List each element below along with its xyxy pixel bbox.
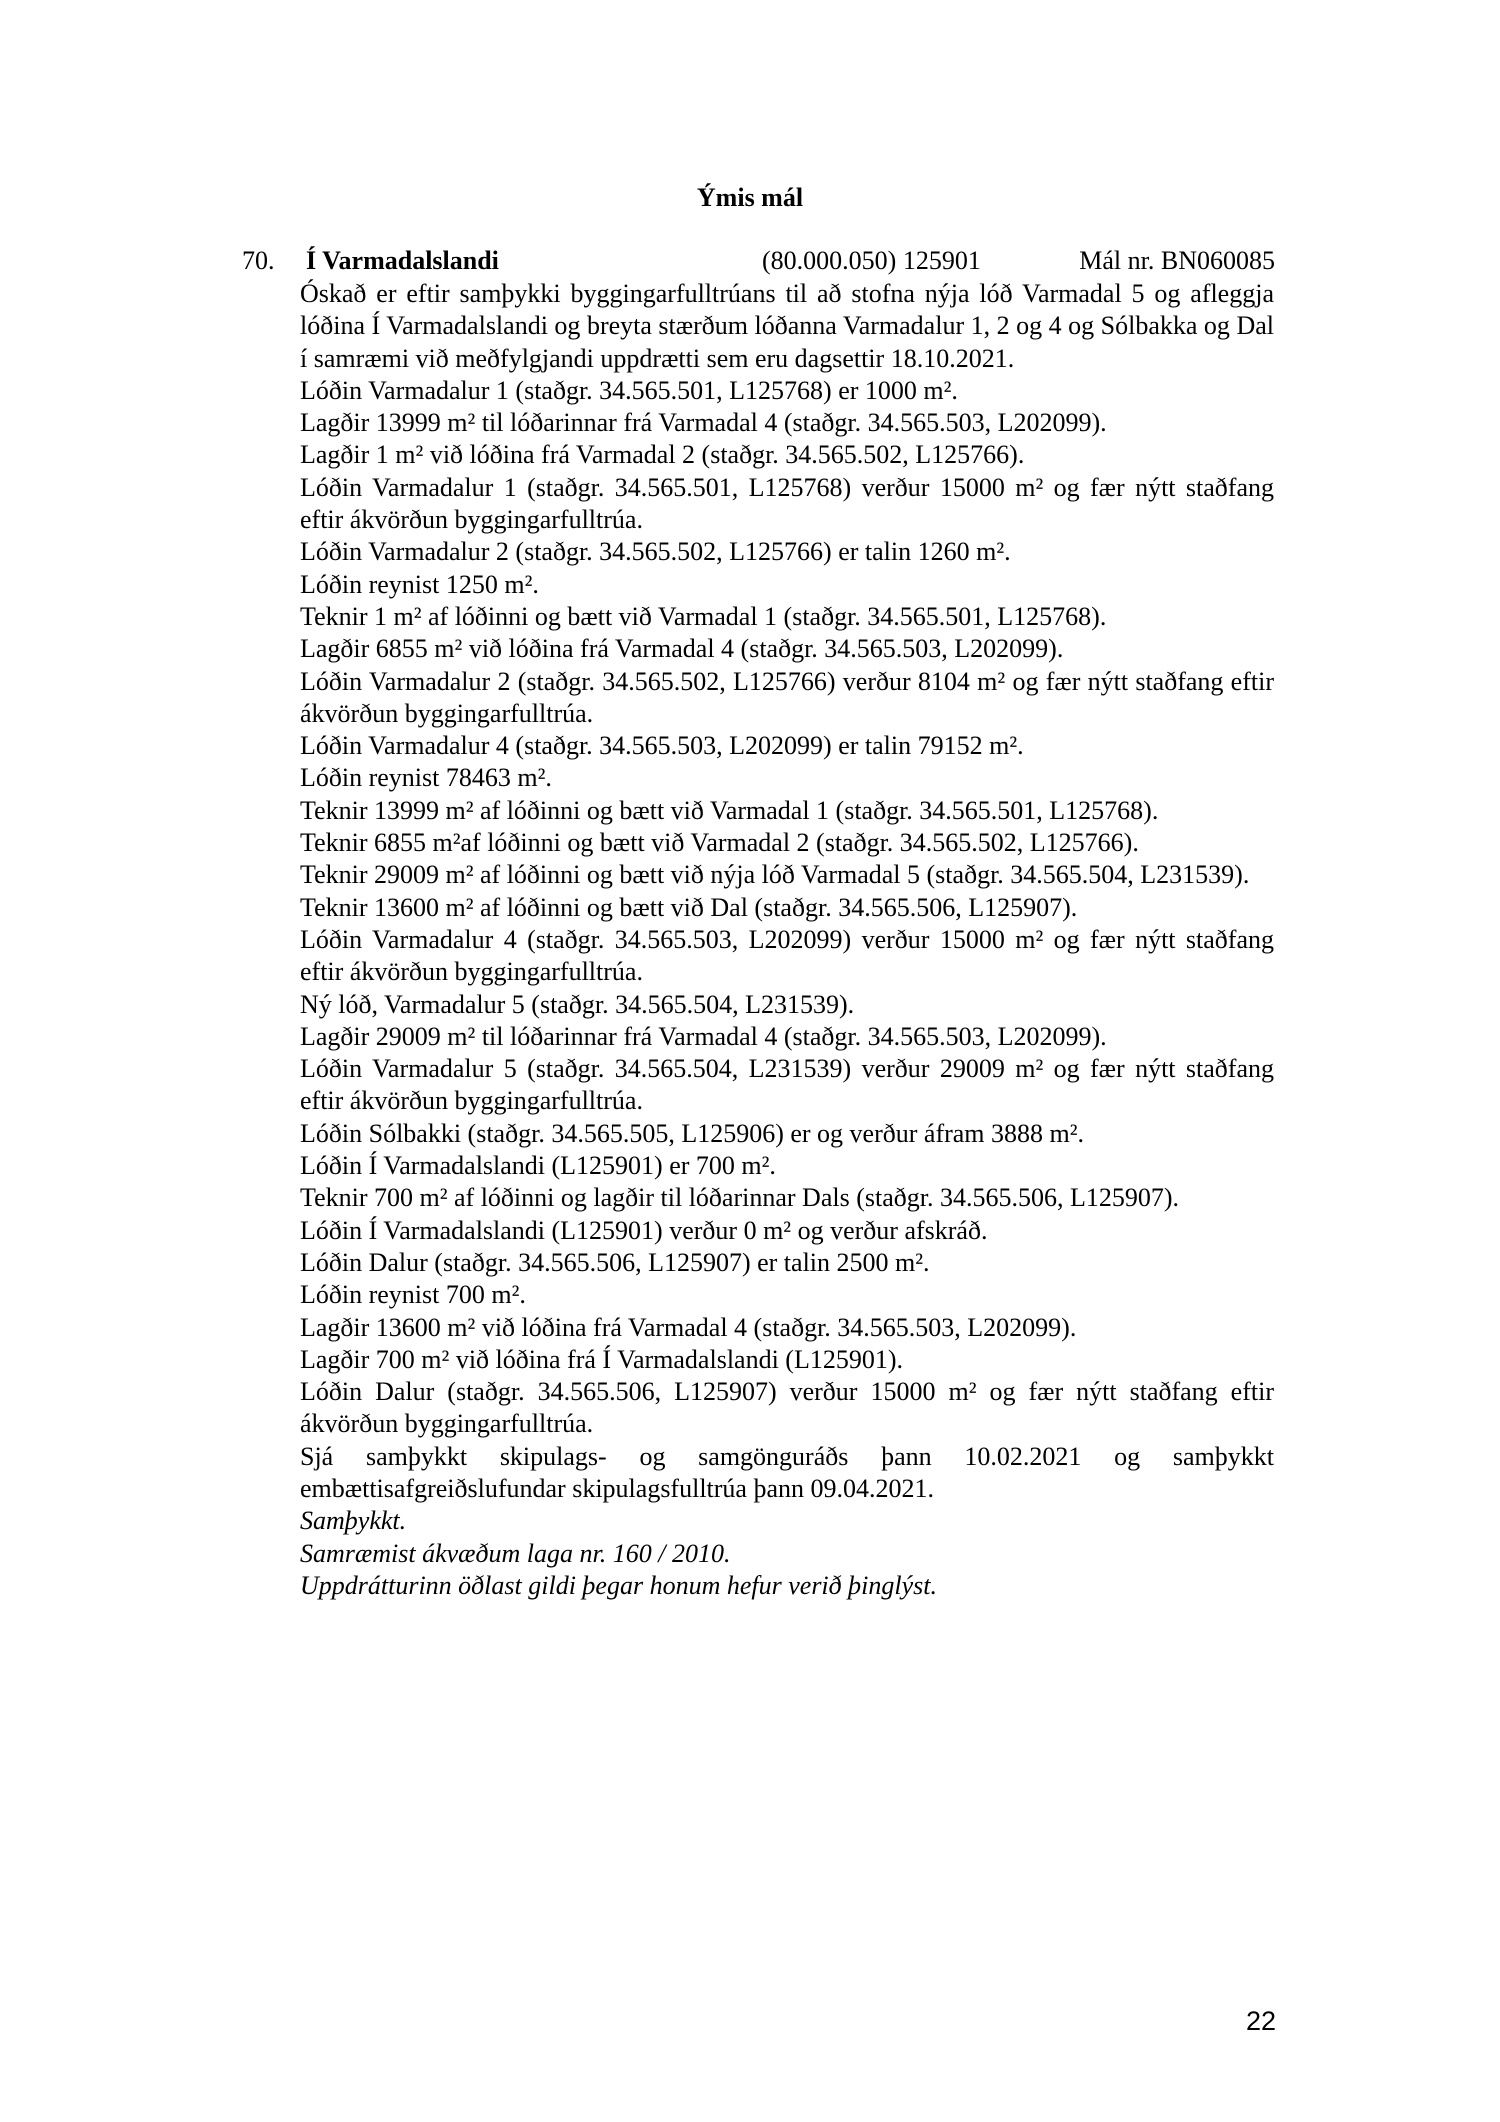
case-number: 70. xyxy=(242,246,275,275)
decision-approved: Samþykkt. xyxy=(300,1506,407,1536)
paragraph: Teknir 13999 m² af lóðinni og bætt við Varmadal 1 (staðgr. 34.565.501, L125768). xyxy=(300,795,1159,825)
paragraph: Lóðin Í Varmadalslandi (L125901) er 700 m². xyxy=(300,1151,776,1181)
paragraph: Teknir 29009 m² af lóðinni og bætt við nýja lóð Varmadal 5 (staðgr. 34.565.504, L231539). xyxy=(300,860,1250,890)
case-body xyxy=(300,278,1274,1602)
case-property-ids: (80.000.050) 125901 xyxy=(762,246,981,275)
paragraph: Lagðir 6855 m² við lóðina frá Varmadal 4 (staðgr. 34.565.503, L202099). xyxy=(300,634,1064,664)
paragraph: Lóðin Varmadalur 2 (staðgr. 34.565.502, L125766) verður 8104 m² og fær nýtt staðfang eftir ákvörðun byggingarfulltrúa. xyxy=(300,666,1274,728)
paragraph: Lóðin Í Varmadalslandi (L125901) verður 0 m² og verður afskráð. xyxy=(300,1215,988,1245)
page-number: 22 xyxy=(1245,2006,1276,2036)
paragraph: Lagðir 700 m² við lóðina frá Í Varmadalslandi (L125901). xyxy=(300,1344,904,1374)
paragraph: Lóðin Varmadalur 4 (staðgr. 34.565.503, L202099) er talin 79152 m². xyxy=(300,731,1024,761)
decision-compliance: Samræmist ákvæðum laga nr. 160 / 2010. xyxy=(300,1538,731,1568)
section-heading: Ýmis mál xyxy=(696,183,804,212)
case-header xyxy=(0,245,1500,277)
case-reference-number: Mál nr. BN060085 xyxy=(1079,246,1275,275)
paragraph: Lóðin Dalur (staðgr. 34.565.506, L125907) verður 15000 m² og fær nýtt staðfang eftir ákvörðun byggingarfulltrúa. xyxy=(300,1377,1274,1439)
paragraph: Lagðir 13999 m² til lóðarinnar frá Varmadal 4 (staðgr. 34.565.503, L202099). xyxy=(300,408,1107,438)
paragraph: Lóðin Varmadalur 1 (staðgr. 34.565.501, L125768) er 1000 m². xyxy=(300,375,958,405)
paragraph: Lagðir 29009 m² til lóðarinnar frá Varmadal 4 (staðgr. 34.565.503, L202099). xyxy=(300,1021,1107,1051)
paragraph: Teknir 1 m² af lóðinni og bætt við Varmadal 1 (staðgr. 34.565.501, L125768). xyxy=(300,601,1107,631)
paragraph: Lóðin Varmadalur 4 (staðgr. 34.565.503, L202099) verður 15000 m² og fær nýtt staðfang eftir ákvörðun byggingarfulltrúa. xyxy=(300,924,1274,987)
paragraph: Teknir 13600 m² af lóðinni og bætt við Dal (staðgr. 34.565.506, L125907). xyxy=(300,892,1078,922)
decision-validity: Uppdrátturinn öðlast gildi þegar honum hefur verið þinglýst. xyxy=(300,1570,937,1600)
paragraph: Teknir 6855 m²af lóðinni og bætt við Varmadal 2 (staðgr. 34.565.502, L125766). xyxy=(300,828,1139,858)
paragraph: Lóðin Dalur (staðgr. 34.565.506, L125907) er talin 2500 m². xyxy=(300,1247,930,1277)
paragraph: Teknir 700 m² af lóðinni og lagðir til lóðarinnar Dals (staðgr. 34.565.506, L125907). xyxy=(300,1183,1179,1213)
paragraph: Lóðin reynist 78463 m². xyxy=(300,763,552,793)
paragraph: Lóðin Varmadalur 1 (staðgr. 34.565.501, L125768) verður 15000 m² og fær nýtt staðfang eftir ákvörðun byggingarfulltrúa. xyxy=(300,472,1274,535)
paragraph: Lóðin reynist 1250 m². xyxy=(300,569,539,599)
paragraph: Sjá samþykkt skipulags- og samgönguráðs þann 10.02.2021 og samþykkt embættisafgreiðslufundar skipulagsfulltrúa þann 09.04.2021. xyxy=(300,1441,1274,1503)
paragraph: Lagðir 1 m² við lóðina frá Varmadal 2 (staðgr. 34.565.502, L125766). xyxy=(300,440,1025,470)
paragraph: Lagðir 13600 m² við lóðina frá Varmadal 4 (staðgr. 34.565.503, L202099). xyxy=(300,1312,1077,1342)
paragraph: Lóðin Sólbakki (staðgr. 34.565.505, L125906) er og verður áfram 3888 m². xyxy=(300,1118,1085,1148)
paragraph: Lóðin Varmadalur 5 (staðgr. 34.565.504, L231539) verður 29009 m² og fær nýtt staðfang eftir ákvörðun byggingarfulltrúa. xyxy=(300,1054,1274,1116)
case-title: Í Varmadalslandi xyxy=(306,246,499,275)
paragraph: Óskað er eftir samþykki byggingarfulltrúans til að stofna nýja lóð Varmadal 5 og afleggja lóðina Í Varmadalslandi og breyta stærðum lóðanna Varmadalur 1, 2 og 4 og Sólbakka og Dal í samræmi við meðfylgjandi uppdrætti sem eru dagsettir 18.10.2021. xyxy=(300,279,1274,373)
paragraph: Lóðin reynist 700 m². xyxy=(300,1280,526,1310)
paragraph: Ný lóð, Varmadalur 5 (staðgr. 34.565.504, L231539). xyxy=(300,989,855,1019)
paragraph: Lóðin Varmadalur 2 (staðgr. 34.565.502, L125766) er talin 1260 m². xyxy=(300,537,1011,567)
